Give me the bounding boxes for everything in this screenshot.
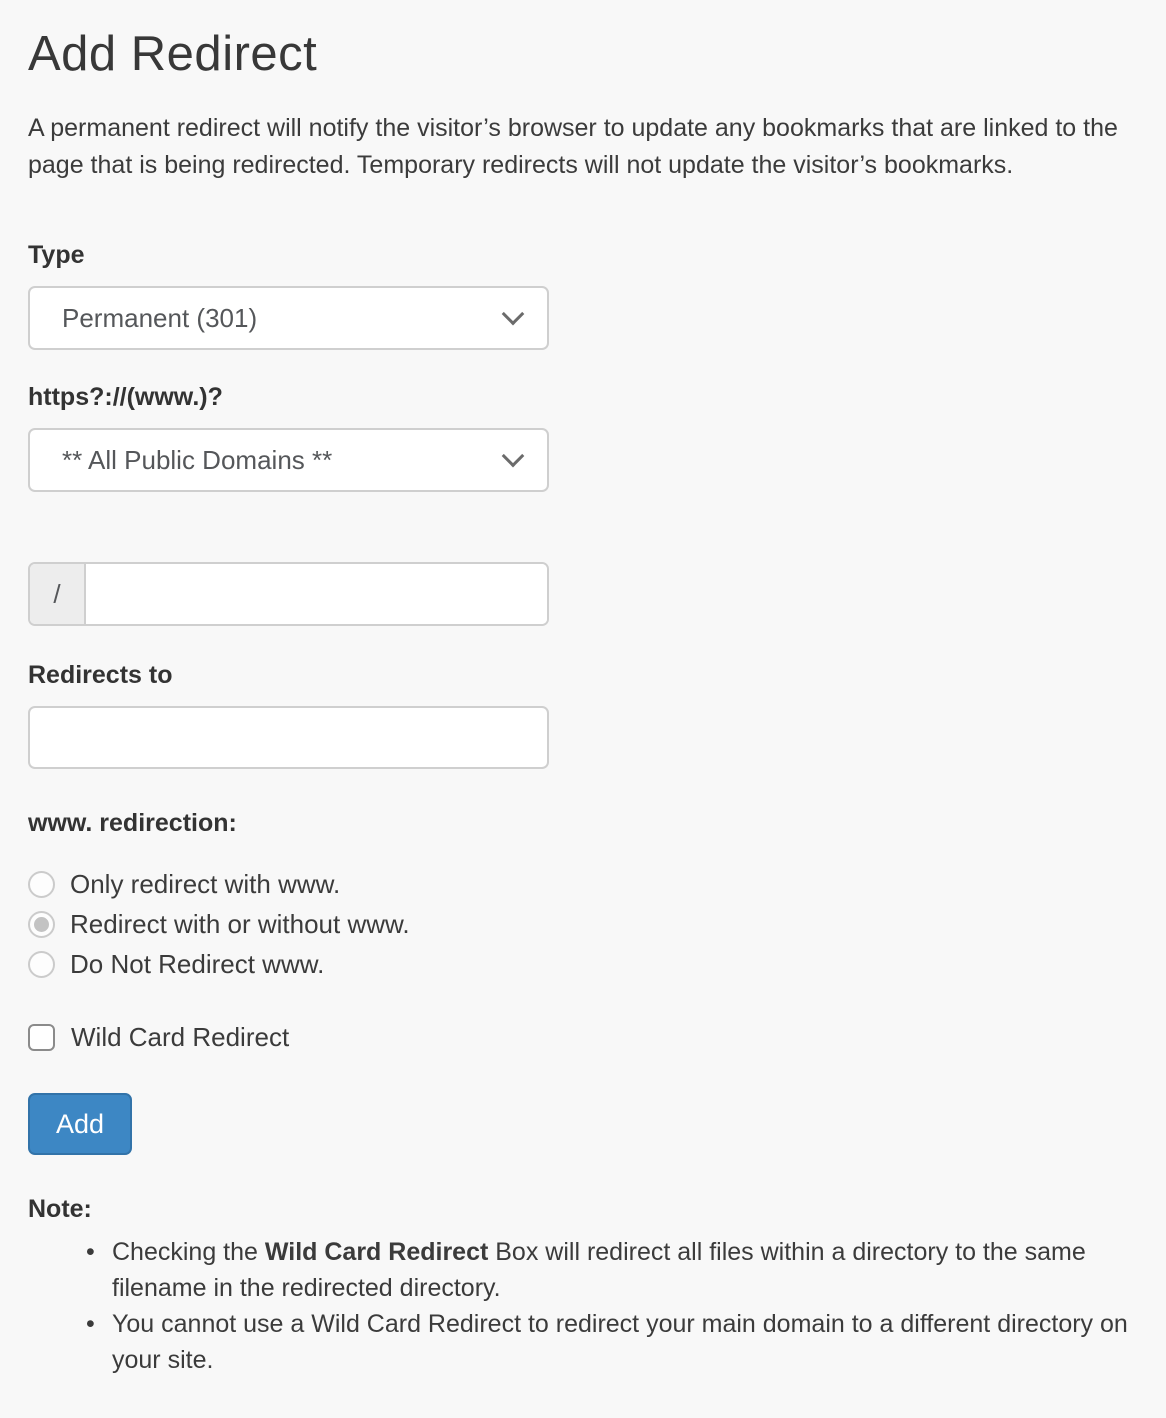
chevron-down-icon bbox=[502, 445, 525, 468]
chevron-down-icon bbox=[502, 303, 525, 326]
path-input-group bbox=[28, 562, 549, 626]
page-description: A permanent redirect will notify the visitor’s browser to update any bookmarks that are linked to the page that is being redirected. Temporary redirects will not update the visitor’s bookmarks. bbox=[28, 114, 1118, 179]
domain-label: https?://(www.)? bbox=[28, 383, 223, 411]
path-input[interactable] bbox=[86, 564, 547, 624]
radio-checked-icon[interactable] bbox=[28, 911, 55, 938]
type-select[interactable] bbox=[28, 286, 549, 350]
type-field bbox=[28, 241, 549, 350]
type-select-value: Permanent (301) bbox=[62, 302, 258, 333]
radio-do-not-redirect-www[interactable]: Do Not Redirect www. bbox=[28, 944, 1132, 984]
bullet-icon: • bbox=[86, 1310, 95, 1338]
radio-icon[interactable] bbox=[28, 871, 55, 898]
domain-select-value: ** All Public Domains ** bbox=[62, 444, 333, 475]
note-item: • Checking the Wild Card Redirect Box will redirect all files within a directory to the same filename in the redirected directory. bbox=[86, 1234, 1132, 1306]
path-slash-prefix: / bbox=[30, 564, 86, 624]
radio-only-redirect-with-www[interactable]: Only redirect with www. bbox=[28, 864, 1132, 904]
page-title: Add Redirect bbox=[28, 27, 318, 81]
www-redirection-label: www. redirection: bbox=[28, 809, 237, 837]
bullet-icon: • bbox=[86, 1238, 95, 1266]
domain-select[interactable] bbox=[28, 428, 549, 492]
radio-icon[interactable] bbox=[28, 951, 55, 978]
add-button[interactable]: Add bbox=[28, 1093, 132, 1155]
wildcard-redirect-row[interactable]: Wild Card Redirect bbox=[28, 1022, 1132, 1053]
note-list bbox=[86, 1234, 1132, 1378]
domain-field bbox=[28, 383, 549, 492]
note-item: • You cannot use a Wild Card Redirect to redirect your main domain to a different directory on your site. bbox=[86, 1306, 1132, 1378]
type-label: Type bbox=[28, 241, 85, 269]
radio-redirect-with-or-without-www[interactable]: Redirect with or without www. bbox=[28, 904, 1132, 944]
redirects-to-label: Redirects to bbox=[28, 661, 173, 689]
redirects-to-input[interactable] bbox=[28, 706, 549, 769]
checkbox-icon[interactable] bbox=[28, 1024, 55, 1051]
www-redirection-options bbox=[28, 864, 1132, 984]
note-label: Note: bbox=[28, 1195, 92, 1223]
